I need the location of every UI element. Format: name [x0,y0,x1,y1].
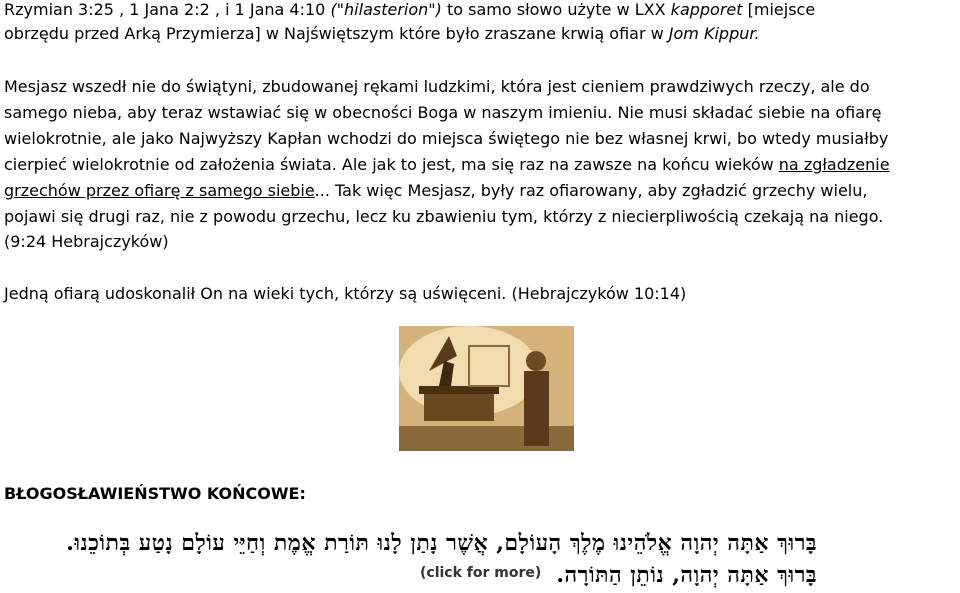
para1-text-l2: obrzędu przed Arką Przymierza] w Najświętszym które było zraszane krwią ofiar w [4,24,669,43]
para2-line1: Mesjasz wszedł nie do świątyni, zbudowanej rękami ludzkimi, która jest cieniem prawdziwych rzeczy, ale do [4,77,870,96]
quote-line: Jedną ofiarą udoskonalił On na wieki tych, którzy są uświęceni. (Hebrajczyków 10:14) [4,284,687,303]
closing-blessing-heading: BŁOGOSŁAWIEŃSTWO KOŃCOWE: [4,484,306,503]
grzechow-link[interactable]: grzechów przez ofiarę z samego siebie [4,181,315,200]
hebrew-blessing-line2: בָּרוּךְ אַתָּה יְהוָה, נוֹתֵן הַתּוֹרָה. [556,562,817,588]
para1-kapporet: kapporet [670,0,743,19]
para1-text-e: [miejsce [742,0,816,19]
click-for-more-link[interactable]: (click for more) [420,565,542,581]
para2-line4-text: cierpieć wielokrotnie od założenia świata. Ale jak to jest, ma się raz na zawsze na końcu wieków [4,155,779,174]
para1-line2 [4,24,760,44]
zgladzenie-link[interactable]: na zgładzenie [778,155,890,174]
para2-line7: (9:24 Hebrajczyków) [4,232,169,251]
para2-line5 [4,181,867,201]
para2-line2: samego nieba, aby teraz wstawiać się w obecności Boga w naszym imieniu. Nie musi składać siebie na ofiarę [4,103,882,122]
ark-illustration-icon [399,326,574,451]
hebrew-blessing-line1: בָּרוּךְ אַתָּה יְהוָה אֱלֹהֵינוּ מֶלֶךְ הָעוֹלָם, אֲשֶׁר נָתַן לָנוּ תּוֹרַת אֱמֶת וְחַיֵּי עוֹלָם נָטַע בְּתוֹכֵנוּ. [66,530,817,556]
para1-jom-kippur: Jom Kippur. [668,24,760,43]
para2-line3: wielokrotnie, ale jako Najwyższy Kapłan wchodzi do miejsca świętego nie bez własnej krwi, bo wtedy musiałby [4,129,889,148]
para2-line5-text: ... Tak więc Mesjasz, były raz ofiarowany, aby zgładzić grzechy wielu, [314,181,868,200]
para2-line4 [4,155,890,175]
para2-line6: pojawi się drugi raz, nie z powodu grzechu, lecz ku zbawieniu tym, którzy z niecierpliwością czekają na niego. [4,207,884,226]
para1-text-c: to samo słowo użyte w LXX [441,0,671,19]
para1-line1 [4,0,815,20]
para1-text-a: Rzymian 3:25 , 1 Jana 2:2 , i 1 Jana 4:10 [4,0,331,19]
para1-hilasterion: ("hilasterion") [330,0,442,19]
